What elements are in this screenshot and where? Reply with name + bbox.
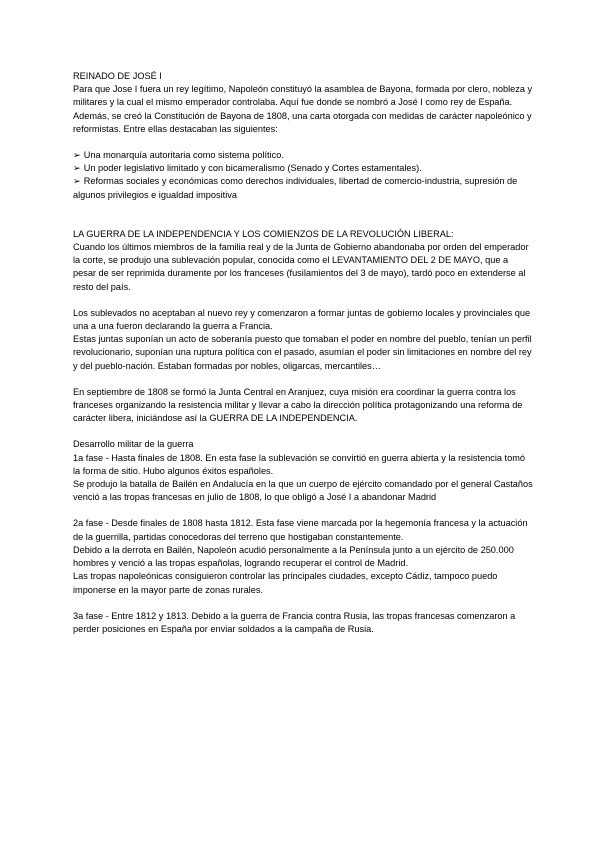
paragraph: Las tropas napoleónicas consiguieron controlar las principales ciudades, excepto Cádiz, tampoco puedo imponerse en la mayor parte de zonas rurales. xyxy=(73,571,498,595)
paragraph: Para que Jose I fuera un rey legítimo, Napoleón constituyó la asamblea de Bayona, formada por clero, nobleza y militares y la cual el mismo emperador controlaba. Aquí fue donde se nombró a José I como rey de España. xyxy=(73,84,533,108)
bullet-item: ➢ Un poder legislativo limitado y con bicameralismo (Senado y Cortes estamentales). xyxy=(73,162,533,175)
paragraph: En septiembre de 1808 se formó la Junta Central en Aranjuez, cuya misión era coordinar la guerra contra los franceses organizando la resistencia militar y llevar a cabo la dirección política protagonizando una reforma de carácter libera, iniciándose así la GUERRA DE LA INDEPENDENCIA. xyxy=(73,386,523,424)
bullet-item: ➢ Una monarquía autoritaria como sistema político. xyxy=(73,149,533,162)
section-title-guerra: LA GUERRA DE LA INDEPENDENCIA Y LOS COMIENZOS DE LA REVOLUCIÓN LIBERAL: xyxy=(73,228,454,239)
bullet-item: ➢ Reformas sociales y económicas como derechos individuales, libertad de comercio-industria, supresión de algunos privilegios e igualdad impositiva xyxy=(73,175,533,201)
paragraph: Además, se creó la Constitución de Bayona de 1808, una carta otorgada con medidas de carácter napoleónico y reformistas. Entre ellas destacaban las siguientes: xyxy=(73,110,532,134)
paragraph: Los sublevados no aceptaban al nuevo rey y comenzaron a formar juntas de gobierno locales y provinciales que una a una fueron declarando la guerra a Francia. xyxy=(73,307,531,332)
paragraph: 1a fase - Hasta finales de 1808. En esta fase la sublevación se convirtió en guerra abierta y la resistencia tomó la forma de sitio. Hubo algunos éxitos españoles. xyxy=(73,452,525,476)
section-title-reinado: REINADO DE JOSÉ I xyxy=(73,71,162,81)
paragraph: Cuando los últimos miembros de la familia real y de la Junta de Gobierno abandonaba por orden del emperador la corte, se produjo una sublevación popular, conocida como el LEVANTAMIENTO DEL 2 DE MAYO, que a pesar de ser reprimida duramente por los franceses (fusilamientos del 3 de mayo), tardó poco en extenderse al resto del país. xyxy=(73,242,529,292)
document-body xyxy=(73,70,533,636)
paragraph: Estas juntas suponían un acto de soberanía puesto que tomaban el poder en nombre del pueblo, tenían un perfil revolucionario, suponían una ruptura política con el pasado, asumían el poder sin limitaciones en nombre del rey y del pueblo-nación. Estaban formadas por nobles, oligarcas, mercantiles… xyxy=(73,334,532,371)
section-title-desarrollo: Desarrollo militar de la guerra xyxy=(73,439,194,450)
paragraph: Se produjo la batalla de Bailén en Andalucía en la que un cuerpo de ejército comandado por el general Castaños venció a las tropas francesas en julio de 1808, lo que obligó a José I a abandonar Madrid xyxy=(73,479,533,503)
paragraph: 3a fase - Entre 1812 y 1813. Debido a la guerra de Francia contra Rusia, las tropas francesas comenzaron a perder posiciones en España por enviar soldados a la campaña de Rusia. xyxy=(73,610,516,634)
paragraph: 2a fase - Desde finales de 1808 hasta 1812. Esta fase viene marcada por la hegemonía francesa y la actuación de la guerrilla, partidas conocedoras del terreno que hostigaban constantemente. xyxy=(73,518,528,542)
paragraph: Debido a la derrota en Bailén, Napoleón acudió personalmente a la Península junto a un ejército de 250.000 hombres y venció a las tropas españolas, logrando recuperar el control de Madrid. xyxy=(73,544,514,569)
